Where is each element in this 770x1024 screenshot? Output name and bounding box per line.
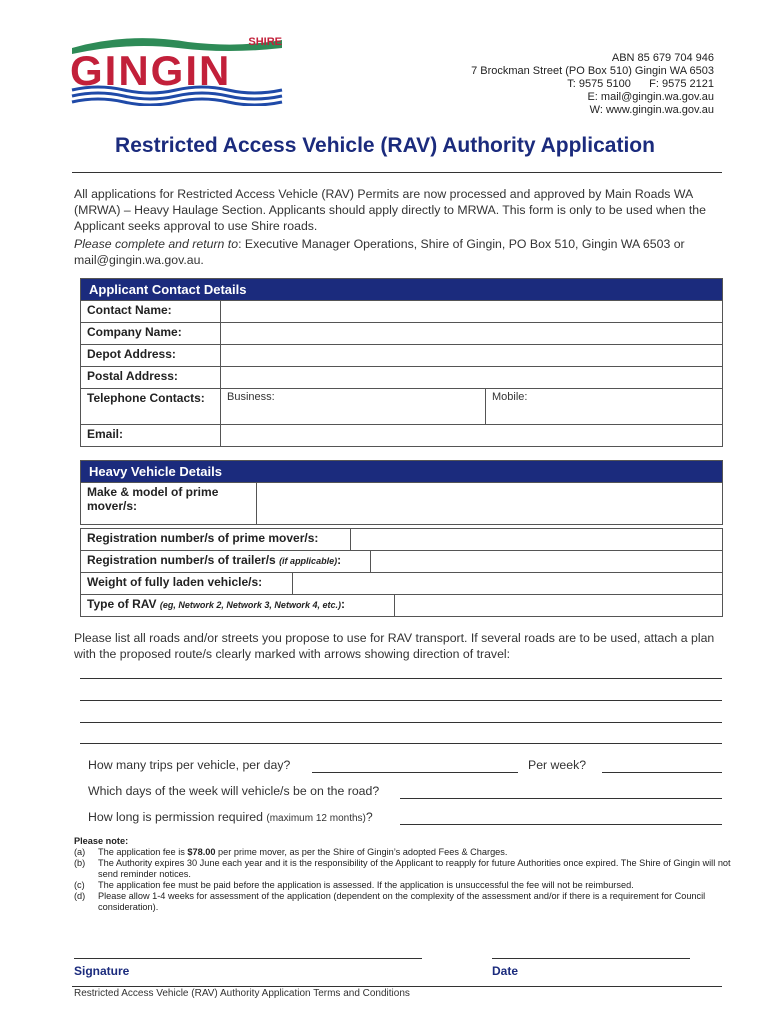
roads-line-3[interactable] xyxy=(80,722,722,723)
email-label: Email: xyxy=(81,425,221,447)
depot-address-field[interactable] xyxy=(221,345,723,367)
postal-address-field[interactable] xyxy=(221,367,723,389)
per-week-field[interactable] xyxy=(602,772,722,773)
reg-prime-label: Registration number/s of prime mover/s: xyxy=(81,529,351,551)
return-label: Please complete and return to xyxy=(74,237,239,251)
rav-type-label: Type of RAV (eg, Network 2, Network 3, Network 4, etc.): xyxy=(81,595,395,617)
date-label: Date xyxy=(492,964,519,978)
note-label: (b) xyxy=(74,858,86,868)
per-week-question: Per week? xyxy=(528,758,587,772)
notes-block xyxy=(74,836,734,913)
reg-trailer-field[interactable] xyxy=(371,551,723,573)
abn: ABN 85 679 704 946 xyxy=(611,52,714,64)
vehicle-heading: Heavy Vehicle Details xyxy=(81,461,723,483)
page-title: Restricted Access Vehicle (RAV) Authority Application xyxy=(115,134,655,157)
notes-list xyxy=(74,847,734,913)
date-line[interactable] xyxy=(492,958,690,959)
return-text: : Executive Manager Operations, Shire of Gingin, PO Box 510, Gingin WA 6503 or mail@gingin.wa.gov.au. xyxy=(74,237,685,267)
note-item xyxy=(74,891,734,913)
reg-trailer-note: (if applicable) xyxy=(279,556,338,566)
signature-label: Signature xyxy=(74,964,130,978)
footer-divider xyxy=(72,986,722,987)
mobile-phone-field[interactable] xyxy=(486,389,723,425)
roads-instructions: Please list all roads and/or streets you propose to use for RAV transport. If several roads are to be used, attach a plan with the proposed route/s clearly marked with arrows showing direction of travel: xyxy=(74,631,715,661)
roads-line-4[interactable] xyxy=(80,743,722,744)
vehicle-table-rows xyxy=(80,594,723,617)
roads-line-2[interactable] xyxy=(80,700,722,701)
logo-wordmark: GINGIN xyxy=(70,47,232,94)
trips-per-day-question: How many trips per vehicle, per day? xyxy=(88,758,291,772)
rav-type-field[interactable] xyxy=(395,595,723,617)
days-field[interactable] xyxy=(400,798,722,799)
make-model-label: Make & model of prime mover/s: xyxy=(81,483,257,525)
company-name-label: Company Name: xyxy=(81,323,221,345)
roads-line-1[interactable] xyxy=(80,678,722,679)
company-name-field[interactable] xyxy=(221,323,723,345)
note-item xyxy=(74,858,734,880)
email-field[interactable] xyxy=(221,425,723,447)
note-text: The Authority expires 30 June each year and it is the responsibility of the Applicant to reapply for future Authorities once expired. The Shire of Gingin will not send reminder notices. xyxy=(98,858,731,879)
email: E: mail@gingin.wa.gov.au xyxy=(587,91,714,103)
rav-type-text: Type of RAV xyxy=(87,597,157,611)
make-model-field[interactable] xyxy=(257,483,723,525)
logo-shire-text: SHIRE xyxy=(248,36,282,48)
telephone-label: Telephone Contacts: xyxy=(81,389,221,425)
reg-trailer-text: Registration number/s of trailer/s xyxy=(87,553,276,567)
days-question: Which days of the week will vehicle/s be on the road? xyxy=(88,784,380,798)
contact-block xyxy=(471,52,714,117)
depot-address-label: Depot Address: xyxy=(81,345,221,367)
note-text: The application fee is $78.00 per prime mover, as per the Shire of Gingin’s adopted Fees & Charges. xyxy=(98,847,508,857)
website: W: www.gingin.wa.gov.au xyxy=(589,104,714,116)
shire-logo xyxy=(68,34,288,106)
weight-label: Weight of fully laden vehicle/s: xyxy=(81,573,293,595)
note-item xyxy=(74,880,734,891)
postal-address-label: Postal Address: xyxy=(81,367,221,389)
vehicle-table-rows xyxy=(80,572,723,595)
vehicle-table-rows xyxy=(80,550,723,573)
reg-prime-field[interactable] xyxy=(351,529,723,551)
vehicle-table-rows xyxy=(80,528,723,551)
business-label: Business: xyxy=(227,391,275,403)
footer-text: Restricted Access Vehicle (RAV) Authority Application Terms and Conditions xyxy=(74,988,410,999)
divider xyxy=(72,172,722,173)
permission-question: How long is permission required (maximum 12 months)? xyxy=(88,810,373,824)
note-item xyxy=(74,847,734,858)
weight-field[interactable] xyxy=(293,573,723,595)
trips-per-day-field[interactable] xyxy=(312,772,518,773)
applicant-table xyxy=(80,278,723,447)
permission-note: (maximum 12 months) xyxy=(266,813,366,824)
note-text: The application fee must be paid before the application is assessed. If the application is unsuccessful the fee will not be reimbursed. xyxy=(98,880,634,890)
phone-fax: T: 9575 5100 F: 9575 2121 xyxy=(567,78,714,90)
contact-name-label: Contact Name: xyxy=(81,301,221,323)
note-label: (d) xyxy=(74,891,86,901)
permission-field[interactable] xyxy=(400,824,722,825)
note-label: (a) xyxy=(74,847,86,857)
vehicle-table xyxy=(80,460,723,525)
applicant-heading: Applicant Contact Details xyxy=(81,279,723,301)
intro-text: All applications for Restricted Access Vehicle (RAV) Permits are now processed and approved by Main Roads WA (MRWA) – Heavy Haulage Section. Applicants should apply directly to MRWA. This form is only to be used when the Applicant seeks approval to use Shire roads. xyxy=(74,187,706,233)
permission-text: How long is permission required xyxy=(88,810,263,824)
reg-trailer-label: Registration number/s of trailer/s (if applicable): xyxy=(81,551,371,573)
mobile-label: Mobile: xyxy=(492,391,528,403)
address: 7 Brockman Street (PO Box 510) Gingin WA 6503 xyxy=(471,65,714,77)
contact-name-field[interactable] xyxy=(221,301,723,323)
business-phone-field[interactable] xyxy=(221,389,486,425)
notes-heading: Please note: xyxy=(74,836,129,846)
signature-line[interactable] xyxy=(74,958,422,959)
note-label: (c) xyxy=(74,880,85,890)
return-instructions xyxy=(74,236,724,268)
rav-type-note: (eg, Network 2, Network 3, Network 4, etc.) xyxy=(159,600,341,610)
note-text: Please allow 1-4 weeks for assessment of the application (dependent on the complexity of the assessment and/or if there is a requirement for Council consideration). xyxy=(98,891,706,912)
